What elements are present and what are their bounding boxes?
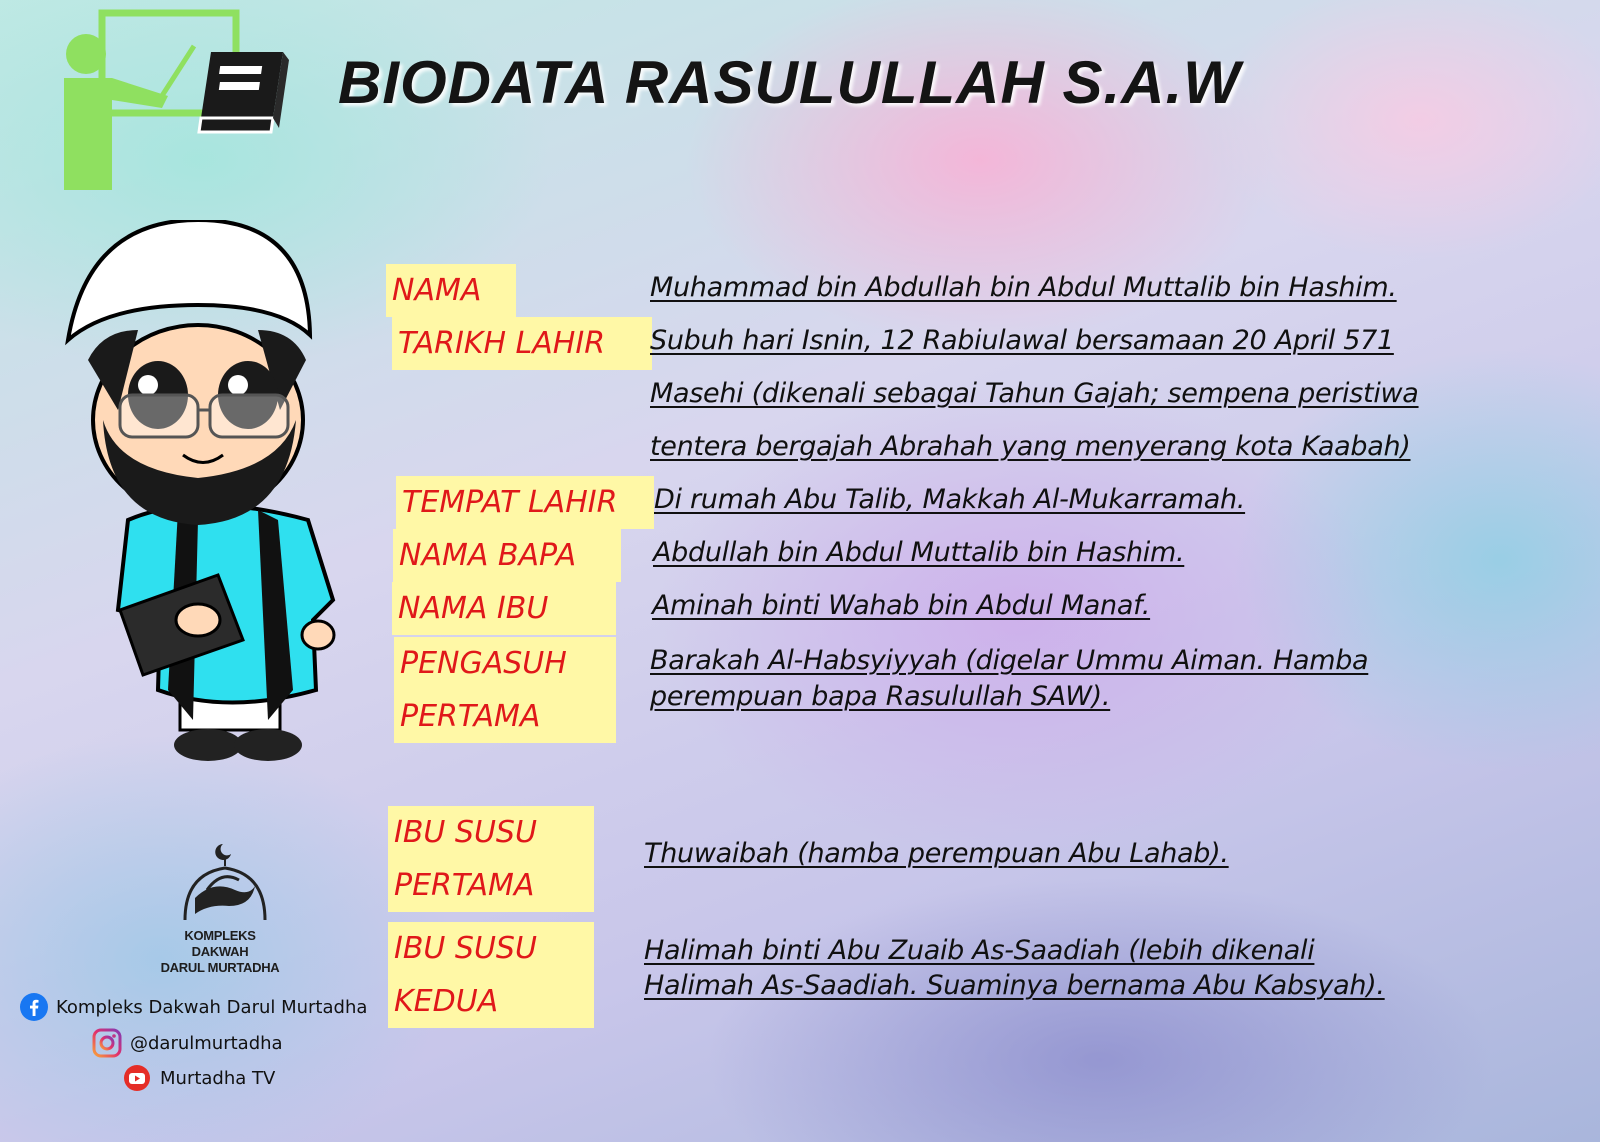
value-nama-ibu: Aminah binti Wahab bin Abdul Manaf. (652, 590, 1151, 621)
value-pengasuh-line1: Barakah Al-Habsyiyyah (digelar Ummu Aiman. Hamba (650, 645, 1369, 676)
label-ibu-susu-pertama (388, 806, 594, 912)
facebook-icon (20, 993, 48, 1021)
organization-logo (158, 840, 282, 976)
value-tempat-lahir: Di rumah Abu Talib, Makkah Al-Mukarramah. (654, 484, 1246, 515)
page-title: BIODATA RASULULLAH S.A.W (338, 49, 1241, 116)
label-tempat-lahir: TEMPAT LAHIR (396, 476, 654, 529)
value-nama-bapa: Abdullah bin Abdul Muttalib bin Hashim. (653, 537, 1185, 568)
logo-text-line2: DARUL MURTADHA (160, 960, 280, 975)
label-pengasuh-line2: PERTAMA (400, 699, 541, 734)
mosque-logo-icon (165, 840, 275, 924)
value-tarikh-lahir-line2: Masehi (dikenali sebagai Tahun Gajah; sempena peristiwa (650, 378, 1419, 409)
label-nama-ibu: NAMA IBU (392, 582, 616, 635)
value-tarikh-lahir-line3: tentera bergajah Abrahah yang menyerang kota Kaabah) (650, 431, 1411, 462)
label-ibu-susu-kedua-line1: IBU SUSU (394, 931, 537, 966)
label-ibu-susu-pertama-line1: IBU SUSU (394, 815, 537, 850)
instagram-label: @darulmurtadha (130, 1032, 283, 1054)
label-pengasuh-pertama (394, 637, 616, 743)
social-youtube[interactable] (122, 1064, 275, 1092)
youtube-label: Murtadha TV (160, 1067, 276, 1089)
label-ibu-susu-kedua-line2: KEDUA (394, 984, 499, 1019)
social-facebook[interactable] (20, 993, 367, 1021)
label-ibu-susu-kedua (388, 922, 594, 1028)
mascot-illustration (48, 220, 348, 780)
value-pengasuh-line2: perempuan bapa Rasulullah SAW). (650, 681, 1111, 712)
label-tarikh-lahir: TARIKH LAHIR (392, 317, 652, 370)
value-nama: Muhammad bin Abdullah bin Abdul Muttalib bin Hashim. (650, 272, 1397, 303)
label-nama: NAMA (386, 264, 516, 317)
book-icon (193, 46, 293, 138)
label-pengasuh-line1: PENGASUH (400, 646, 567, 681)
facebook-label: Kompleks Dakwah Darul Murtadha (56, 996, 368, 1018)
logo-text-line1: KOMPLEKS DAKWAH (184, 928, 256, 959)
value-ibu-susu-kedua-line2: Halimah As-Saadiah. Suaminya bernama Abu Kabsyah). (644, 970, 1385, 1001)
value-tarikh-lahir-line1: Subuh hari Isnin, 12 Rabiulawal bersamaan 20 April 571 (650, 325, 1394, 356)
youtube-icon (122, 1064, 152, 1092)
social-instagram[interactable] (92, 1028, 283, 1058)
label-ibu-susu-pertama-line2: PERTAMA (394, 868, 535, 903)
instagram-icon (92, 1028, 122, 1058)
value-ibu-susu-kedua-line1: Halimah binti Abu Zuaib As-Saadiah (lebih dikenali (644, 935, 1315, 966)
value-ibu-susu-pertama: Thuwaibah (hamba perempuan Abu Lahab). (644, 838, 1229, 869)
label-nama-bapa: NAMA BAPA (393, 529, 621, 582)
